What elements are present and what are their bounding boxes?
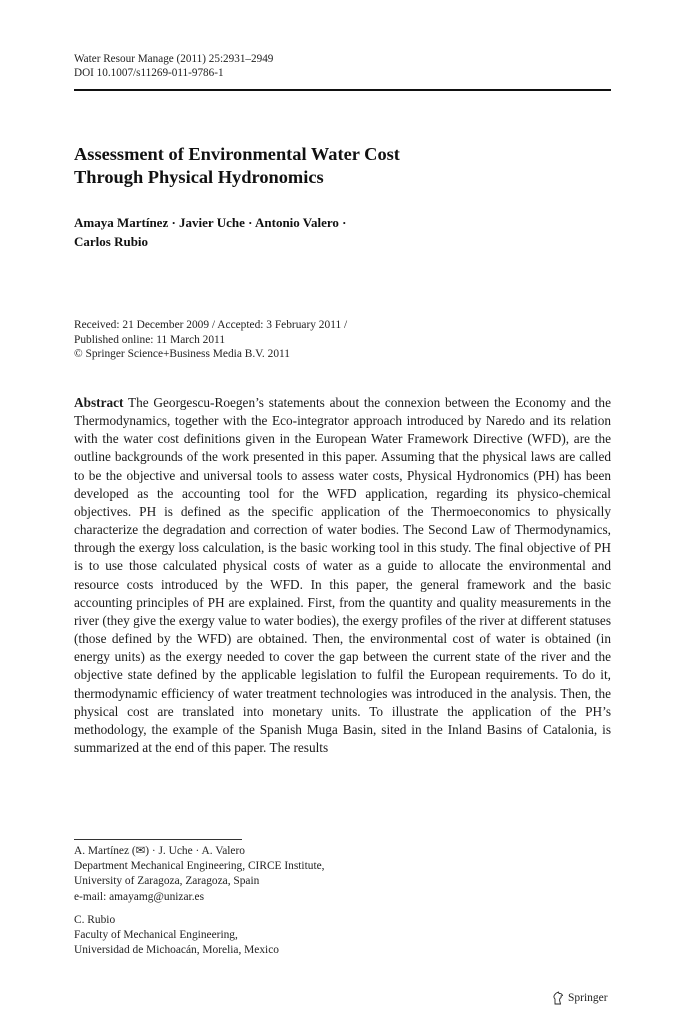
abstract-label: Abstract: [74, 395, 124, 410]
affiliation-2-university: Universidad de Michoacán, Morelia, Mexico: [74, 944, 279, 957]
header-rule: [74, 89, 611, 91]
title-line-1: Assessment of Environmental Water Cost: [74, 144, 400, 164]
received-accepted: Received: 21 December 2009 / Accepted: 3 February 2011 /: [74, 319, 348, 331]
paper-title: [74, 143, 400, 189]
springer-horse-icon: [552, 991, 564, 1005]
publisher-name: Springer: [568, 992, 608, 1004]
affiliation-1-email[interactable]: e-mail: amayamg@unizar.es: [74, 890, 205, 903]
copyright: © Springer Science+Business Media B.V. 2011: [74, 348, 290, 361]
journal-citation: Water Resour Manage (2011) 25:2931–2949: [74, 53, 274, 65]
journal-header: [74, 52, 273, 80]
publication-history: [74, 318, 347, 362]
abstract: [74, 394, 611, 757]
affiliation-2-author: C. Rubio: [74, 913, 116, 926]
footnote-rule: [74, 839, 242, 840]
authors-line-2: Carlos Rubio: [74, 234, 149, 249]
authors-line-1: Amaya Martínez · Javier Uche · Antonio Valero ·: [74, 215, 347, 230]
affiliations: [74, 844, 325, 958]
affiliation-1-university: University of Zaragoza, Zaragoza, Spain: [74, 875, 260, 888]
affiliation-1-department: Department Mechanical Engineering, CIRCE Institute,: [74, 860, 325, 873]
springer-logo: [552, 991, 608, 1005]
abstract-text: The Georgescu-Roegen’s statements about the connexion between the Economy and the Thermodynamics, together with the Eco-integrator approach introduced by Naredo and its relation with the water cost definitions given in the European Water Framework Directive (WFD), are the outline backgrounds of the work presented in this paper. Assuming that the physical laws are called to be the objective and universal tools to assess water costs, Physical Hydronomics (PH) has been developed as the accounting tool for the WFD application, regarding its physico-chemical objectives. PH is defined as the specific application of the Thermoeconomics to physically characterize the degradation and correction of water bodies. The Second Law of Thermodynamics, through the exergy loss calculation, is the basic working tool in this study. The final objective of PH is to use those calculated physical costs of water as a guide to allocate the environmental and resource costs introduced by the WFD. In this paper, the general framework and the basic accounting principles of PH are explained. First, from the quantity and quality measurements in the river (they give the exergy value to water bodies), the exergy profiles of the river at different statuses (those defined by the WFD) are obtained. Then, the environmental cost of water is obtained (in energy units) as the exergy needed to cover the gap between the current state of the river and the objective state defined by the applicable legislation to fulfil the European requirements. To do it, thermodynamic efficiency of water treatment technologies was introduced in the analysis. Then, the physical cost are translated into monetary units. To illustrate the application of the PH’s methodology, the example of the Spanish Muga Basin, sited in the Inland Basins of Catalonia, is summarized at the end of this paper. The results: [74, 395, 611, 755]
title-line-2: Through Physical Hydronomics: [74, 167, 324, 187]
author-list: [74, 213, 347, 251]
affiliation-2-department: Faculty of Mechanical Engineering,: [74, 929, 238, 942]
affiliation-1-authors: A. Martínez (✉) · J. Uche · A. Valero: [74, 845, 245, 857]
published-online: Published online: 11 March 2011: [74, 333, 226, 346]
doi: DOI 10.1007/s11269-011-9786-1: [74, 67, 224, 79]
